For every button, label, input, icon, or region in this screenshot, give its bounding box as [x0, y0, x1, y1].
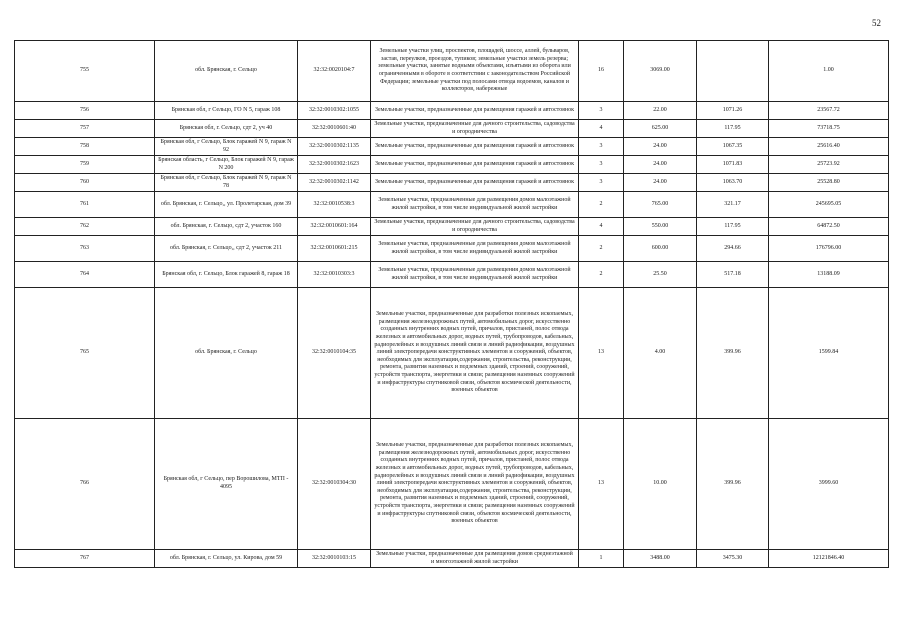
cell-group: 2	[579, 262, 624, 288]
cell-cadastral-value: 245695.05	[769, 192, 889, 218]
cell-land-use: Земельные участки, предназначенные для размещения гаражей и автостоянок	[371, 174, 579, 192]
cell-cadastral-number: 32:32:0020104:7	[298, 41, 371, 102]
cell-area: 3488.00	[624, 550, 697, 568]
cell-cadastral-value: 176796.00	[769, 236, 889, 262]
cell-land-use: Земельные участки, предназначенные для размещения домов среднеэтажной и многоэтажной жилой застройки	[371, 550, 579, 568]
table-row	[15, 174, 889, 192]
cell-cadastral-number: 32:32:0010103:15	[298, 550, 371, 568]
cell-land-use: Земельные участки, предназначенные для размещения гаражей и автостоянок	[371, 156, 579, 174]
cell-cadastral-value: 64872.50	[769, 218, 889, 236]
cell-specific-value: 517.18	[697, 262, 769, 288]
cell-address: обл. Брянская, г. Сельцо	[155, 41, 298, 102]
cell-specific-value: 3475.30	[697, 550, 769, 568]
cell-area: 625.00	[624, 120, 697, 138]
cell-number: 760	[15, 174, 155, 192]
cell-address: обл. Брянская, г. Сельцо,, ул. Пролетарская, дом 39	[155, 192, 298, 218]
cell-cadastral-value: 25723.92	[769, 156, 889, 174]
table-row	[15, 41, 889, 102]
cell-cadastral-value: 13188.09	[769, 262, 889, 288]
cell-cadastral-number: 32:32:0010302:1142	[298, 174, 371, 192]
cell-number: 764	[15, 262, 155, 288]
cell-land-use: Земельные участки, предназначенные для размещения домов малоэтажной жилой застройки, в том числе индивидуальной жилой застройки	[371, 192, 579, 218]
cell-area: 24.00	[624, 156, 697, 174]
cell-number: 765	[15, 288, 155, 419]
cell-land-use: Земельные участки, предназначенные для размещения гаражей и автостоянок	[371, 102, 579, 120]
table-row	[15, 102, 889, 120]
cell-cadastral-number: 32:32:0010302:1055	[298, 102, 371, 120]
cell-specific-value: 117.95	[697, 120, 769, 138]
cell-cadastral-number: 32:32:0010302:1623	[298, 156, 371, 174]
cell-land-use: Земельные участки, предназначенные для дачного строительства, садоводства и огородничества	[371, 218, 579, 236]
cell-area: 765.00	[624, 192, 697, 218]
table-row	[15, 218, 889, 236]
cell-group: 3	[579, 102, 624, 120]
cell-group: 3	[579, 138, 624, 156]
cell-group: 16	[579, 41, 624, 102]
cell-area: 22.00	[624, 102, 697, 120]
table-row	[15, 236, 889, 262]
cell-area: 4.00	[624, 288, 697, 419]
cell-address: Брянская обл, г Сельцо, ГО N 5, гараж 108	[155, 102, 298, 120]
cell-number: 763	[15, 236, 155, 262]
cadastral-value-table	[14, 40, 889, 568]
cell-area: 25.50	[624, 262, 697, 288]
cell-specific-value: 294.66	[697, 236, 769, 262]
cell-land-use: Земельные участки, предназначенные для разработки полезных ископаемых, размещения железнодорожных путей, автомобильных дорог, искусственно созданных внутренних водных путей, причалов, пристаней, полос отвода железных и автомобильных дорог, водных путей, трубопроводов, кабельных, радиорелейных и воздушных линий связи и линий радиофикации, воздушных линий электропередачи конструктивных элементов и сооружений, объектов, необходимых для эксплуатации,содержания, строительства, реконструкции, ремонта, развития наземных и подземных зданий, строений, сооружений, устройств транспорта, энергетики и связи; размещения наземных сооружений и инфраструктуры спутниковой связи, объектов космической деятельности, военных объектов	[371, 288, 579, 419]
page-number: 52	[872, 18, 881, 28]
cell-address: Брянская обл, г Сельцо, пер Ворошилова, МТП - 4095	[155, 419, 298, 550]
cell-group: 3	[579, 156, 624, 174]
cell-specific-value: 1067.35	[697, 138, 769, 156]
cell-area: 10.00	[624, 419, 697, 550]
table-row	[15, 419, 889, 550]
table-row	[15, 288, 889, 419]
cell-address: Брянская обл, г. Сельцо, сдт 2, уч 40	[155, 120, 298, 138]
cell-number: 758	[15, 138, 155, 156]
cell-address: Брянская область, г Сельцо, Блок гаражей N 9, гараж N 200	[155, 156, 298, 174]
table-row	[15, 120, 889, 138]
cell-group: 13	[579, 419, 624, 550]
cell-specific-value: 1071.83	[697, 156, 769, 174]
cell-area: 3069.00	[624, 41, 697, 102]
table-row	[15, 262, 889, 288]
cell-cadastral-number: 32:32:0010601:215	[298, 236, 371, 262]
cell-cadastral-value: 1.00	[769, 41, 889, 102]
cell-cadastral-value: 73718.75	[769, 120, 889, 138]
cell-address: обл. Брянская, г. Сельцо	[155, 288, 298, 419]
cell-cadastral-value: 23567.72	[769, 102, 889, 120]
cell-address: Брянская обл, г Сельцо, Блок гаражей N 9, гараж N 78	[155, 174, 298, 192]
cell-group: 3	[579, 174, 624, 192]
cell-group: 2	[579, 192, 624, 218]
cell-land-use: Земельные участки, предназначенные для разработки полезных ископаемых, размещения железнодорожных путей, автомобильных дорог, искусственно созданных внутренних водных путей, причалов, пристаней, полос отвода железных и автомобильных дорог, водных путей, трубопроводов, кабельных, радиорелейных и воздушных линий связи и линий радиофикации, воздушных линий электропередачи конструктивных элементов и сооружений, объектов, необходимых для эксплуатации,содержания, строительства, реконструкции, ремонта, развития наземных и подземных зданий, строений, сооружений, устройств транспорта, энергетики и связи; размещения наземных сооружений и инфраструктуры спутниковой связи, объектов космической деятельности, военных объектов	[371, 419, 579, 550]
cell-cadastral-number: 32:32:0010601:164	[298, 218, 371, 236]
cell-land-use: Земельные участки улиц, проспектов, площадей, шоссе, аллей, бульваров, застав, переулков, проездов, тупиков; земельные участки земель резерва; земельные участки, занятые водными объектами, изъятыми из оборота или ограниченными в обороте в соответствии с законодательством Российской Федерации; земельные участки под полосами отвода водоемов, каналов и коллекторов, набережные	[371, 41, 579, 102]
cell-group: 13	[579, 288, 624, 419]
cell-number: 759	[15, 156, 155, 174]
cell-address: Брянская обл, г. Сельцо, Блок гаражей 8, гараж 18	[155, 262, 298, 288]
cell-land-use: Земельные участки, предназначенные для размещения домов малоэтажной жилой застройки, в том числе индивидуальной жилой застройки	[371, 236, 579, 262]
cell-cadastral-value: 25528.80	[769, 174, 889, 192]
cell-cadastral-value: 25616.40	[769, 138, 889, 156]
cell-number: 761	[15, 192, 155, 218]
cell-cadastral-number: 32:32:0010304:30	[298, 419, 371, 550]
cell-specific-value: 117.95	[697, 218, 769, 236]
cell-number: 755	[15, 41, 155, 102]
cell-area: 550.00	[624, 218, 697, 236]
cell-group: 2	[579, 236, 624, 262]
cell-group: 4	[579, 218, 624, 236]
cell-cadastral-value: 1599.84	[769, 288, 889, 419]
cell-specific-value	[697, 41, 769, 102]
cell-area: 600.00	[624, 236, 697, 262]
cell-cadastral-number: 32:32:0010303:3	[298, 262, 371, 288]
cell-land-use: Земельные участки, предназначенные для размещения гаражей и автостоянок	[371, 138, 579, 156]
cell-address: обл. Брянская, г. Сельцо,, сдт 2, участок 211	[155, 236, 298, 262]
cell-group: 4	[579, 120, 624, 138]
cell-address: Брянская обл, г Сельцо, Блок гаражей N 9, гараж N 92	[155, 138, 298, 156]
cell-cadastral-number: 32:32:0010302:1135	[298, 138, 371, 156]
table-row	[15, 138, 889, 156]
cell-group: 1	[579, 550, 624, 568]
cell-area: 24.00	[624, 174, 697, 192]
cell-land-use: Земельные участки, предназначенные для размещения домов малоэтажной жилой застройки, в том числе индивидуальной жилой застройки	[371, 262, 579, 288]
table-row	[15, 156, 889, 174]
cell-specific-value: 399.96	[697, 288, 769, 419]
cell-specific-value: 399.96	[697, 419, 769, 550]
cell-address: обл. Брянская, г. Сельцо, сдт 2, участок 160	[155, 218, 298, 236]
cell-land-use: Земельные участки, предназначенные для дачного строительства, садоводства и огородничества	[371, 120, 579, 138]
cell-area: 24.00	[624, 138, 697, 156]
cell-number: 757	[15, 120, 155, 138]
cell-specific-value: 321.17	[697, 192, 769, 218]
cell-address: обл. Брянская, г. Сельцо, ул. Кирова, дом 59	[155, 550, 298, 568]
table-row	[15, 550, 889, 568]
cell-number: 762	[15, 218, 155, 236]
cell-specific-value: 1063.70	[697, 174, 769, 192]
cell-number: 767	[15, 550, 155, 568]
cell-number: 756	[15, 102, 155, 120]
cell-cadastral-value: 12121846.40	[769, 550, 889, 568]
cell-number: 766	[15, 419, 155, 550]
cell-cadastral-number: 32:32:0010538:3	[298, 192, 371, 218]
cell-cadastral-number: 32:32:0010601:40	[298, 120, 371, 138]
table-row	[15, 192, 889, 218]
cell-cadastral-value: 3999.60	[769, 419, 889, 550]
cell-cadastral-number: 32:32:0010104:35	[298, 288, 371, 419]
table-body	[15, 41, 889, 568]
cell-specific-value: 1071.26	[697, 102, 769, 120]
